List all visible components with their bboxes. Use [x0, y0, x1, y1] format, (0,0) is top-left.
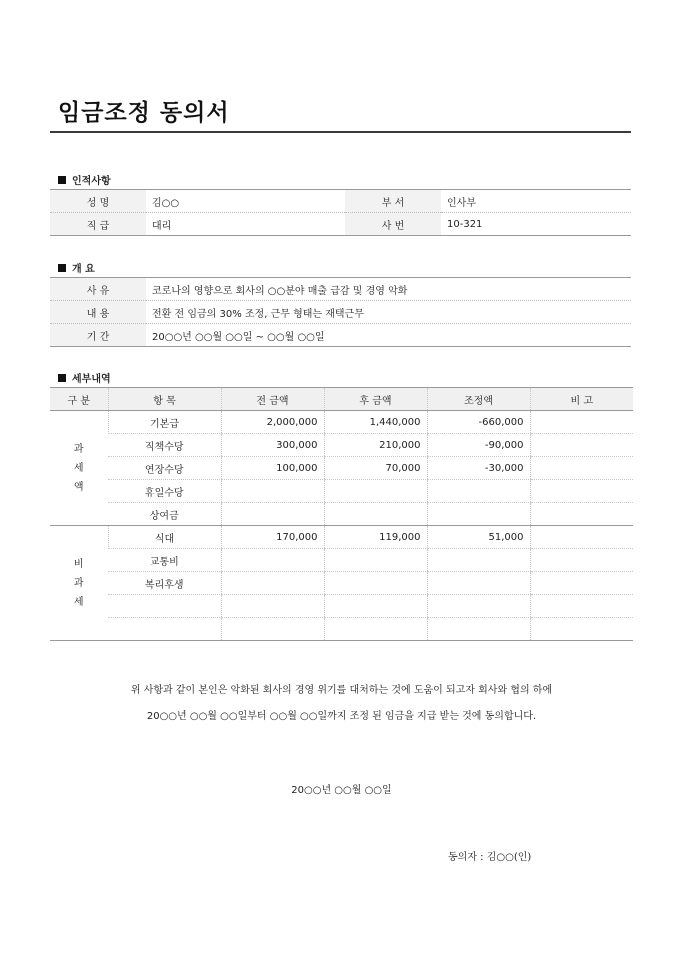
- name-label: 성 명: [50, 190, 146, 213]
- table-row: [50, 190, 631, 213]
- table-row: [50, 480, 633, 503]
- note-cell: [530, 503, 633, 526]
- diff-cell: [427, 549, 530, 572]
- table-row: [50, 434, 633, 457]
- dept-value: 인사부: [441, 190, 631, 213]
- diff-cell: -660,000: [427, 411, 530, 434]
- note-cell: [530, 480, 633, 503]
- section-personal-heading: [58, 172, 111, 187]
- title-divider: [50, 131, 631, 133]
- section-overview-label: 개 요: [72, 264, 95, 275]
- before-cell: [221, 549, 324, 572]
- rank-value: 대리: [146, 213, 345, 236]
- diff-cell: [427, 480, 530, 503]
- personal-info-table: [50, 189, 631, 236]
- table-row: [50, 549, 633, 572]
- before-cell: [221, 480, 324, 503]
- table-row: [50, 618, 633, 641]
- before-cell: 170,000: [221, 526, 324, 549]
- item-cell: 교통비: [108, 549, 221, 572]
- after-cell: 210,000: [324, 434, 427, 457]
- note-cell: [530, 411, 633, 434]
- section-personal-label: 인적사항: [72, 176, 111, 187]
- content-value: 전환 전 임금의 30% 조정, 근무 형태는 재택근무: [146, 301, 631, 324]
- period-label: 기 간: [50, 324, 146, 347]
- diff-cell: [427, 572, 530, 595]
- before-cell: 300,000: [221, 434, 324, 457]
- table-row: [50, 324, 631, 347]
- signing-date: 20○○년 ○○월 ○○일: [291, 785, 392, 796]
- document-title: 임금조정 동의서: [58, 100, 230, 126]
- section-overview-heading: [58, 260, 95, 275]
- table-row: [50, 503, 633, 526]
- table-row: [50, 278, 631, 301]
- details-table: [50, 387, 633, 641]
- reason-value: 코로나의 영향으로 회사의 ○○분야 매출 급감 및 경영 악화: [146, 278, 631, 301]
- after-cell: [324, 549, 427, 572]
- item-cell: 상여금: [108, 503, 221, 526]
- note-cell: [530, 526, 633, 549]
- employee-id-label: 사 번: [345, 213, 441, 236]
- table-row: [50, 213, 631, 236]
- section-details-heading: [58, 370, 111, 385]
- before-cell: [221, 595, 324, 618]
- square-bullet-icon: [58, 176, 66, 184]
- after-cell: 1,440,000: [324, 411, 427, 434]
- item-cell: 기본급: [108, 411, 221, 434]
- header-category: 구 분: [50, 388, 108, 411]
- consent-statement: [50, 678, 633, 730]
- taxable-group-label: 과 세 액: [50, 411, 108, 526]
- table-row: [50, 457, 633, 480]
- rank-label: 직 급: [50, 213, 146, 236]
- header-after: 후 금액: [324, 388, 427, 411]
- after-cell: 70,000: [324, 457, 427, 480]
- before-cell: 2,000,000: [221, 411, 324, 434]
- period-value: 20○○년 ○○월 ○○일 ~ ○○월 ○○일: [146, 324, 631, 347]
- content-label: 내 용: [50, 301, 146, 324]
- reason-label: 사 유: [50, 278, 146, 301]
- table-row: [50, 526, 633, 549]
- header-before: 전 금액: [221, 388, 324, 411]
- item-cell: 휴일수당: [108, 480, 221, 503]
- square-bullet-icon: [58, 374, 66, 382]
- diff-cell: -90,000: [427, 434, 530, 457]
- note-cell: [530, 572, 633, 595]
- section-details-label: 세부내역: [72, 374, 111, 385]
- name-value: 김○○: [146, 190, 345, 213]
- before-cell: [221, 503, 324, 526]
- after-cell: [324, 618, 427, 641]
- header-diff: 조정액: [427, 388, 530, 411]
- diff-cell: [427, 503, 530, 526]
- after-cell: [324, 480, 427, 503]
- square-bullet-icon: [58, 264, 66, 272]
- consent-line-2: 20○○년 ○○월 ○○일부터 ○○월 ○○일까지 조정 된 임금을 지급 받는 것에 동의합니다.: [146, 711, 537, 722]
- diff-cell: [427, 595, 530, 618]
- after-cell: [324, 595, 427, 618]
- before-cell: [221, 572, 324, 595]
- employee-id-value: 10-321: [441, 213, 631, 236]
- diff-cell: -30,000: [427, 457, 530, 480]
- note-cell: [530, 549, 633, 572]
- nontaxable-group-label: 비 과 세: [50, 526, 108, 641]
- table-row: [50, 572, 633, 595]
- diff-cell: [427, 618, 530, 641]
- note-cell: [530, 618, 633, 641]
- item-cell: [108, 618, 221, 641]
- after-cell: [324, 572, 427, 595]
- signer-line: 동의자 : 김○○(인): [448, 852, 532, 863]
- table-row: [50, 301, 631, 324]
- after-cell: 119,000: [324, 526, 427, 549]
- item-cell: 식대: [108, 526, 221, 549]
- overview-table: [50, 277, 631, 347]
- before-cell: 100,000: [221, 457, 324, 480]
- table-row: [50, 595, 633, 618]
- header-note: 비 고: [530, 388, 633, 411]
- note-cell: [530, 457, 633, 480]
- dept-label: 부 서: [345, 190, 441, 213]
- after-cell: [324, 503, 427, 526]
- details-header-row: [50, 388, 633, 411]
- item-cell: 복리후생: [108, 572, 221, 595]
- header-item: 항 목: [108, 388, 221, 411]
- item-cell: 연장수당: [108, 457, 221, 480]
- item-cell: [108, 595, 221, 618]
- before-cell: [221, 618, 324, 641]
- diff-cell: 51,000: [427, 526, 530, 549]
- item-cell: 직책수당: [108, 434, 221, 457]
- consent-line-1: 위 사항과 같이 본인은 악화된 회사의 경영 위기를 대처하는 것에 도움이 되고자 회사와 협의 하에: [130, 685, 553, 696]
- note-cell: [530, 434, 633, 457]
- note-cell: [530, 595, 633, 618]
- table-row: [50, 411, 633, 434]
